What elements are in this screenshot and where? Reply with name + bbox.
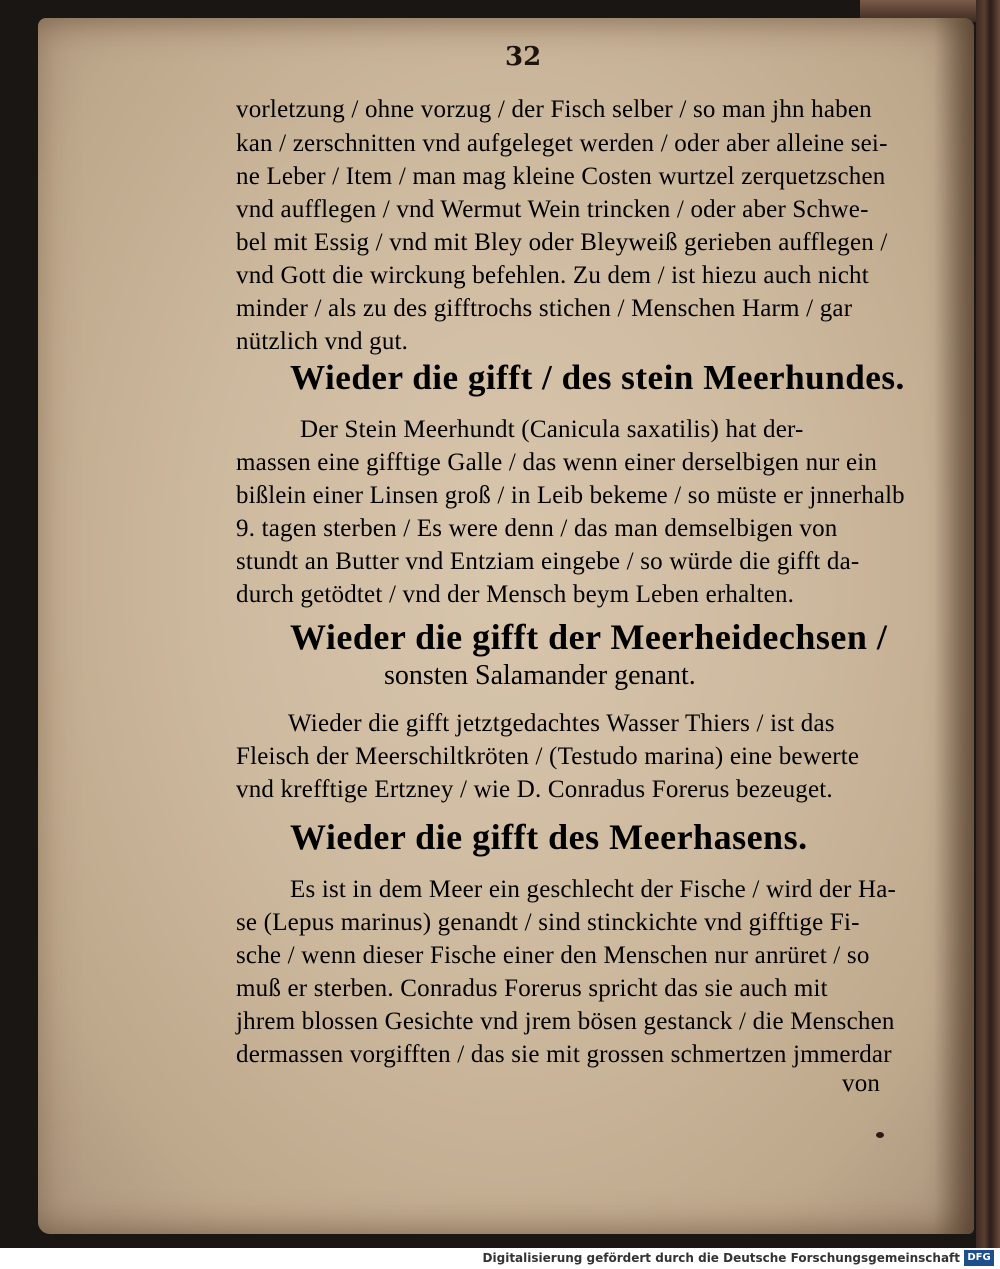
digitization-footer (0, 1248, 1000, 1269)
catchword: von (842, 1070, 881, 1097)
section-subheading: sonsten Salamander genant. (384, 660, 696, 691)
text-line: se (Lepus marinus) genandt / sind stinckichte vnd gifftige Fi- (236, 909, 860, 936)
text-line: Fleisch der Meerschiltkröten / (Testudo marina) eine bewerte (236, 743, 860, 770)
text-line: vorletzung / ohne vorzug / der Fisch selber / so man jhn haben (236, 96, 872, 123)
text-line: stundt an Butter vnd Entziam eingebe / so würde die gifft da- (236, 548, 860, 575)
text-line: massen eine gifftige Galle / das wenn einer derselbigen nur ein (236, 449, 878, 476)
text-line: jhrem blossen Gesichte vnd jrem bösen gestanck / die Menschen (236, 1008, 895, 1035)
text-line: Wieder die gifft jetztgedachtes Wasser Thiers / ist das (288, 710, 835, 737)
text-line: Der Stein Meerhundt (Canicula saxatilis) hat der- (300, 416, 804, 443)
text-line: kan / zerschnitten vnd aufgeleget werden / oder aber alleine sei- (236, 130, 888, 157)
text-line: vnd aufflegen / vnd Wermut Wein trincken / oder aber Schwe- (236, 196, 869, 223)
section-heading: Wieder die gifft des Meerhasens. (290, 817, 808, 857)
text-line: sche / wenn dieser Fische einer den Menschen nur anrüret / so (236, 942, 870, 969)
text-line: ne Leber / Item / man mag kleine Costen wurtzel zerquetzschen (236, 163, 886, 190)
funding-notice: Digitalisierung gefördert durch die Deutsche Forschungsgemeinschaft (482, 1251, 960, 1265)
book-side-edge (976, 0, 1000, 1248)
page-gutter-shadow (934, 18, 974, 1234)
text-line: nützlich vnd gut. (236, 328, 409, 355)
text-line: bißlein einer Linsen groß / in Leib bekeme / so müste er jnnerhalb (236, 482, 905, 509)
ink-speck (876, 1132, 884, 1138)
text-line: 9. tagen sterben / Es were denn / das man demselbigen von (236, 515, 838, 542)
text-line: muß er sterben. Conradus Forerus spricht das sie auch mit (236, 975, 828, 1002)
section-heading: Wieder die gifft der Meerheidechsen / (290, 617, 888, 657)
text-line: minder / als zu des gifftrochs stichen / Menschen Harm / gar (236, 295, 853, 322)
section-heading: Wieder die gifft / des stein Meerhundes. (290, 358, 905, 397)
dfg-logo: DFG (964, 1250, 994, 1266)
text-line: bel mit Essig / vnd mit Bley oder Bleyweiß gerieben aufflegen / (236, 229, 888, 256)
page-number: 32 (505, 42, 542, 72)
text-line: durch getödtet / vnd der Mensch beym Leben erhalten. (236, 581, 795, 608)
text-line: Es ist in dem Meer ein geschlecht der Fische / wird der Ha- (290, 876, 897, 903)
text-line: dermassen vorgifften / das sie mit grossen schmertzen jmmerdar (236, 1041, 892, 1068)
text-line: vnd krefftige Ertzney / wie D. Conradus Forerus bezeuget. (236, 776, 833, 803)
text-line: vnd Gott die wirckung befehlen. Zu dem / ist hiezu auch nicht (236, 262, 869, 289)
